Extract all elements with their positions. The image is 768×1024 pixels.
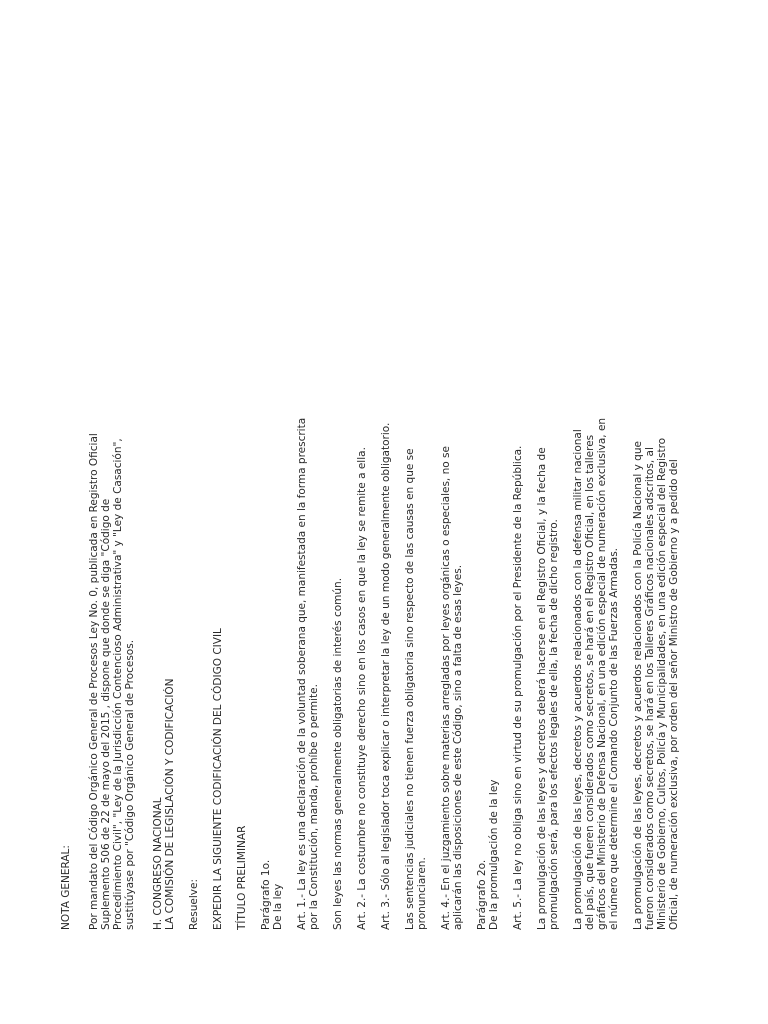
titulo-preliminar-heading: TÍTULO PRELIMINAR [236,825,248,930]
prom3-line-2: fueron considerados como secretos, se hará en los Talleres Gráficos nacionales adscritos, al [644,447,656,930]
nota-line-2: Suplemento 506 de 22 de mayo del 2015 , dispone que donde se diga "Código de [100,498,112,930]
normas-paragraph: Son leyes las normas generalmente obligatorias de interés común. [332,577,344,930]
paragrafo-2-heading [476,50,500,930]
prom1-line-1: La promulgación de las leyes y decretos deberá hacerse en el Registro Oficial, y la fecha de [536,447,548,930]
prom2-line-3: gráficos del Ministerio de Defensa Nacional, en una edición especial de numeración exclusiva, en [596,417,608,930]
prom2-line-2: del país, que fueren considerados como secretos, se hará en el Registro Oficial, en los talleres [584,434,596,930]
sentencias-line-1: Las sentencias judiciales no tienen fuerza obligatoria sino respecto de las causas en que se [404,448,416,930]
congress-line-2: LA COMISIÓN DE LEGISLACIÓN Y CODIFICACIÓN [164,678,176,930]
prom2-line-4: el número que determine el Comando Conjunto de las Fuerzas Armadas. [608,548,620,930]
prom1-line-2: promulgación será, para los efectos legales de ella, la fecha de dicho registro. [548,519,560,930]
sentencias-paragraph [404,50,428,930]
prom3-line-3: Ministerio de Gobierno, Cultos, Policía y Municipalidades, en una edición especial del Registro [656,437,668,930]
paragrafo-2-title: De la promulgación de la ley [488,779,500,930]
article-5: Art. 5.- La ley no obliga sino en virtud de su promulgación por el Presidente de la República. [512,445,524,930]
promulgacion-paragraph-2 [572,50,620,930]
nota-line-1: Por mandato del Código Orgánico General de Procesos Ley No. 0, publicada en Registro Oficial [88,433,100,930]
paragrafo-1-heading [260,50,284,930]
art4-line-2: aplicarán las disposiciones de este Código, sino a falta de esas leyes. [452,564,464,930]
paragrafo-2-number: Parágrafo 2o. [476,859,488,930]
promulgacion-paragraph-3 [632,50,680,930]
nota-line-4: sustitúyase por "Código Orgánico General de Procesos. [124,639,136,930]
nota-general-paragraph [88,50,136,930]
art1-line-1: Art. 1.- La ley es una declaración de la voluntad soberana que, manifestada en la forma prescrita [296,417,308,930]
prom3-line-1: La promulgación de las leyes, decretos y acuerdos relacionados con la Policía Nacional y que [632,441,644,930]
article-3: Art. 3.- Sólo al legislador toca explicar o interpretar la ley de un modo generalmente obligatorio. [380,422,392,930]
art1-line-2: por la Constitución, manda, prohíbe o permite. [308,684,320,930]
promulgacion-paragraph-1 [536,50,560,930]
paragrafo-1-title: De la ley [272,883,284,930]
article-1 [296,50,320,930]
art4-line-1: Art. 4.- En el juzgamiento sobre materias arregladas por leyes orgánicas o especiales, no se [440,446,452,930]
article-2: Art. 2.- La costumbre no constituye derecho sino en los casos en que la ley se remite a ella. [356,447,368,930]
congress-line-1: H. CONGRESO NACIONAL [152,797,164,930]
prom2-line-1: La promulgación de las leyes, decretos y acuerdos relacionados con la defensa militar nacional [572,429,584,930]
paragrafo-1-number: Parágrafo 1o. [260,859,272,930]
nota-general-heading: NOTA GENERAL: [60,845,72,930]
sentencias-line-2: pronunciaren. [416,857,428,930]
article-4 [440,50,464,930]
prom3-line-4: Oficial, de numeración exclusiva, por orden del señor Ministro de Gobierno y a pedido del [668,459,680,930]
congress-header [152,50,176,930]
nota-line-3: Procedimiento Civil", "Ley de la Jurisdicción Contencioso Administrativa" y "Ley de Casación", [112,438,124,930]
resuelve-label: Resuelve: [188,879,200,930]
expedir-heading: EXPEDIR LA SIGUIENTE CODIFICACIÓN DEL CÓDIGO CIVIL [212,628,224,930]
rotated-text-body [60,50,700,930]
